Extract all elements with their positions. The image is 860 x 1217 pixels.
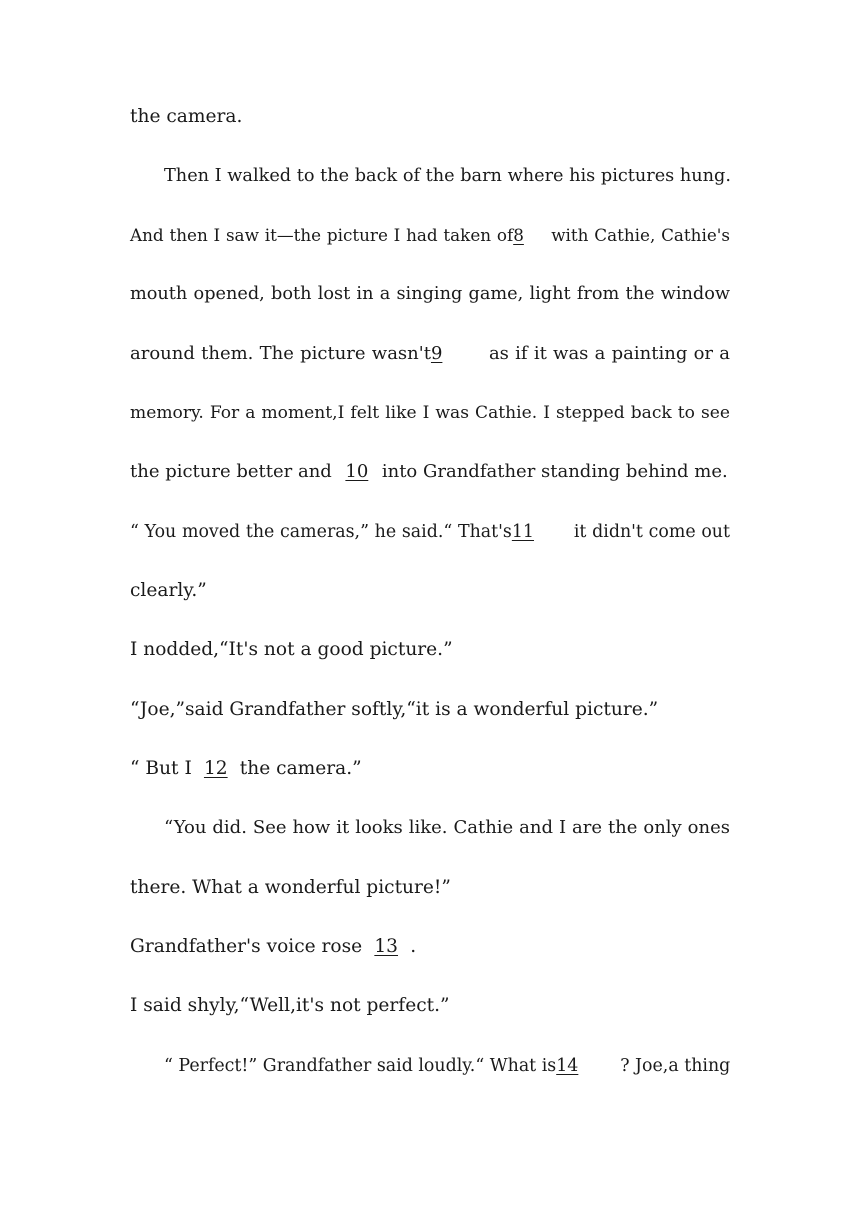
text-line xyxy=(130,994,730,1018)
text-line xyxy=(130,460,730,484)
text-run: “ You moved the cameras,” he said.“ That's xyxy=(130,522,512,542)
text-run: the camera.” xyxy=(239,758,362,779)
text-line xyxy=(130,935,730,959)
text-run: it didn't come out xyxy=(573,522,730,542)
text-run: the camera. xyxy=(130,106,243,127)
answer-blank-9: 9 xyxy=(430,343,443,364)
text-line xyxy=(130,876,730,900)
text-line xyxy=(130,105,730,129)
text-run: ? Joe,a thing xyxy=(620,1056,731,1076)
text-run: “Joe,”said Grandfather softly,“it is a wonderful picture.” xyxy=(130,699,659,720)
answer-blank-10: 10 xyxy=(345,461,369,482)
answer-blank-12: 12 xyxy=(203,758,228,779)
text-run: I nodded,“It's not a good picture.” xyxy=(130,639,453,660)
answer-blank-14: 14 xyxy=(556,1056,579,1076)
text-run: there. What a wonderful picture!” xyxy=(130,877,451,898)
text-run: “ But I xyxy=(130,758,192,779)
text-run: And then I saw it—the picture I had taken of xyxy=(130,225,514,245)
text-run: Then I walked to the back of the barn where his pictures hung. xyxy=(164,166,731,186)
answer-blank-8: 8 xyxy=(513,225,524,245)
text-line xyxy=(130,342,730,366)
text-run: I said shyly,“Well,it's not perfect.” xyxy=(130,995,450,1016)
text-line xyxy=(130,282,730,306)
text-line xyxy=(130,401,730,425)
text-run: with Cathie, Cathie's xyxy=(551,225,730,245)
text-run: into Grandfather standing behind me. xyxy=(381,461,728,482)
text-line xyxy=(130,520,730,544)
text-run: memory. For a moment,I felt like I was Cathie. I stepped back to see xyxy=(130,403,730,423)
text-run: the picture better and xyxy=(130,461,332,482)
text-run: “ Perfect!” Grandfather said loudly.“ What is xyxy=(164,1056,557,1076)
text-line xyxy=(130,698,730,722)
answer-blank-13: 13 xyxy=(374,936,399,957)
text-run: around them. The picture wasn't xyxy=(130,343,431,364)
text-run: as if it was a painting or a xyxy=(488,343,730,364)
text-run: “You did. See how it looks like. Cathie and I are the only ones xyxy=(164,817,730,838)
text-run: mouth opened, both lost in a singing game, light from the window xyxy=(130,284,730,304)
text-run: . xyxy=(410,936,417,957)
text-line xyxy=(130,757,730,781)
text-line xyxy=(130,579,730,603)
text-line xyxy=(130,638,730,662)
text-line xyxy=(130,164,730,188)
text-run: clearly.” xyxy=(130,580,207,601)
text-line xyxy=(130,1054,730,1078)
text-line xyxy=(130,223,730,247)
answer-blank-11: 11 xyxy=(511,522,534,542)
text-line xyxy=(130,816,730,840)
text-run: Grandfather's voice rose xyxy=(130,936,363,957)
